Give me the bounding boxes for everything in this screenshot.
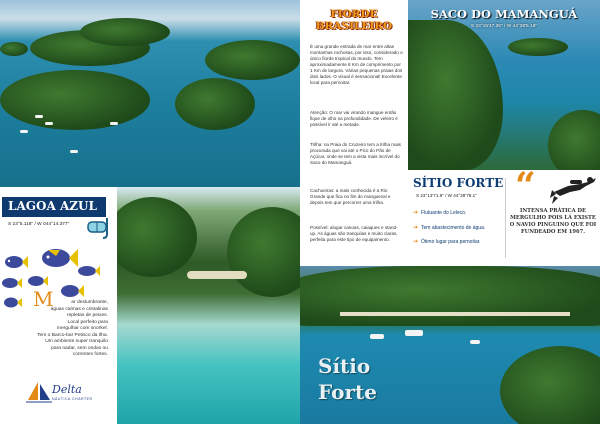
divider xyxy=(505,178,506,258)
fiorde-paragraph: Possível: alugar canoas, caiaques e stand-up. As águas são tranquilas e muito claras, perfeita para este tipo de equipamento. xyxy=(310,225,398,242)
tree-shape xyxy=(227,207,300,297)
quote-mark-icon: “ xyxy=(515,165,536,207)
description-line: Um ambiente super tranquilo xyxy=(45,339,108,344)
island-shape xyxy=(175,78,255,130)
hill-shape xyxy=(300,266,600,326)
lagoa-coordinates: S 23°5.118" / W 044°14.377" xyxy=(8,222,70,227)
fish-icon xyxy=(38,246,78,270)
saco-title: SACO DO MAMANGUÁ xyxy=(430,7,578,21)
fish-icon xyxy=(26,274,48,288)
arrow-icon: ➔ xyxy=(413,225,419,231)
description-line: ar deslumbrante, xyxy=(71,300,108,305)
fish-icon xyxy=(2,254,28,270)
island-shape xyxy=(205,40,300,80)
description-line: águas calmas e cristalinas xyxy=(50,306,108,312)
fiorde-title xyxy=(306,8,402,32)
sitio-photo-title-line: Sítio xyxy=(318,354,371,378)
mountain-shape xyxy=(408,20,503,170)
boat xyxy=(110,122,118,125)
fish-icon xyxy=(76,264,100,278)
sitio-item-label: Ótimo lugar para pernoitar. xyxy=(421,239,481,245)
boat xyxy=(70,150,78,153)
sitio-list-item xyxy=(413,224,485,231)
dropcap-letter: M xyxy=(33,287,54,311)
mountain-shape xyxy=(548,110,600,170)
sitio-item-label: Tem abastecimento de água. xyxy=(421,225,486,231)
logo-name: Delta xyxy=(52,383,82,396)
arrow-icon: ➔ xyxy=(413,239,419,245)
fish-icon xyxy=(58,283,84,299)
island-shape xyxy=(80,18,170,46)
sitio-photo-title-line: Forte xyxy=(318,380,377,404)
lagoa-title: LAGOA AZUL xyxy=(8,199,97,213)
description-line: correntes fortes. xyxy=(72,352,108,357)
boat xyxy=(35,115,43,118)
sitio-list-item xyxy=(413,209,466,216)
fiorde-paragraph: É uma grande entrada de mar entre altas montanhas rochosas, por isso, considerado o único fiorde tropical do mundo. Tem aproximadamente 8 Km de comprimento por 1 Km de largura. Várias pequenas praias dos dois lados. O visual é sensacional! Excelente local para pernoitar. xyxy=(310,44,403,85)
fiorde-title-line: FIORDE xyxy=(330,8,378,20)
sitio-item-label: Flutuante do Leleco. xyxy=(421,210,467,216)
arrow-icon: ➔ xyxy=(413,210,419,216)
tree-shape xyxy=(117,197,197,277)
fiorde-paragraph: Cachoeiras: a mais conhecida é a Rio Grande que fica no fim do manguezal e depois tem que percorrer uma trilha. xyxy=(310,188,391,205)
boat xyxy=(20,130,28,133)
fiorde-title-line: BRASILEIRO xyxy=(315,20,393,32)
island-shape xyxy=(0,42,28,56)
fish-icon xyxy=(0,276,22,290)
fish-icon xyxy=(2,296,22,309)
description-line: mergulhar com snorkel. xyxy=(56,326,108,331)
island-shape xyxy=(508,38,568,56)
description-line: para nadar, sem ondas ou xyxy=(51,345,108,351)
lagoa-azul-aerial-photo xyxy=(0,0,300,187)
island-shape xyxy=(0,70,150,130)
snorkel-mask-icon xyxy=(86,214,112,240)
sitio-photo-title xyxy=(318,353,377,405)
tree-shape xyxy=(500,346,600,424)
diver-icon xyxy=(550,172,598,206)
sitio-coordinates: S 23°13'71.9" / W 44°28'78.1" xyxy=(416,193,477,198)
sitio-list-item xyxy=(413,238,481,245)
beach-sand xyxy=(340,312,570,316)
fiorde-paragraph: Trilha: na Praia do Cruzeiro tem a trilha mais procurada que vai até o Pico do Pão de Açúcar, onde se tem a vista mais incrível do Saco do Mamanguá. xyxy=(310,142,401,165)
beach-sand xyxy=(187,271,247,279)
boat xyxy=(405,330,423,336)
boat xyxy=(470,340,480,344)
logo-subtitle: NÁUTICA CHARTER xyxy=(52,397,93,401)
lagoa-description xyxy=(20,300,108,359)
description-line: repletas de peixes. xyxy=(66,313,108,318)
lagoa-azul-beach-photo xyxy=(117,187,300,424)
sitio-title: SÍTIO FORTE xyxy=(413,176,504,190)
saco-coordinates: S 23°15'47.36" / W 44°38'5.16" xyxy=(470,24,538,29)
sitio-quote: INTENSA PRÁTICA DE MERGULHO POIS LÁ EXISTE O NAVIO PINGUINO QUE FOI FUNDEADO EM 1967. xyxy=(509,208,597,235)
fiorde-paragraph: Atenção: O mar vai virando mangue então fique de olho na profundidade. De veleiro é possível ir até a metade. xyxy=(310,110,398,127)
boat xyxy=(370,334,384,339)
description-line: Tem o Barco-bar Petisco da Ilha. xyxy=(37,332,108,338)
description-line: Local perfeito para xyxy=(67,319,108,325)
boat xyxy=(45,122,53,125)
